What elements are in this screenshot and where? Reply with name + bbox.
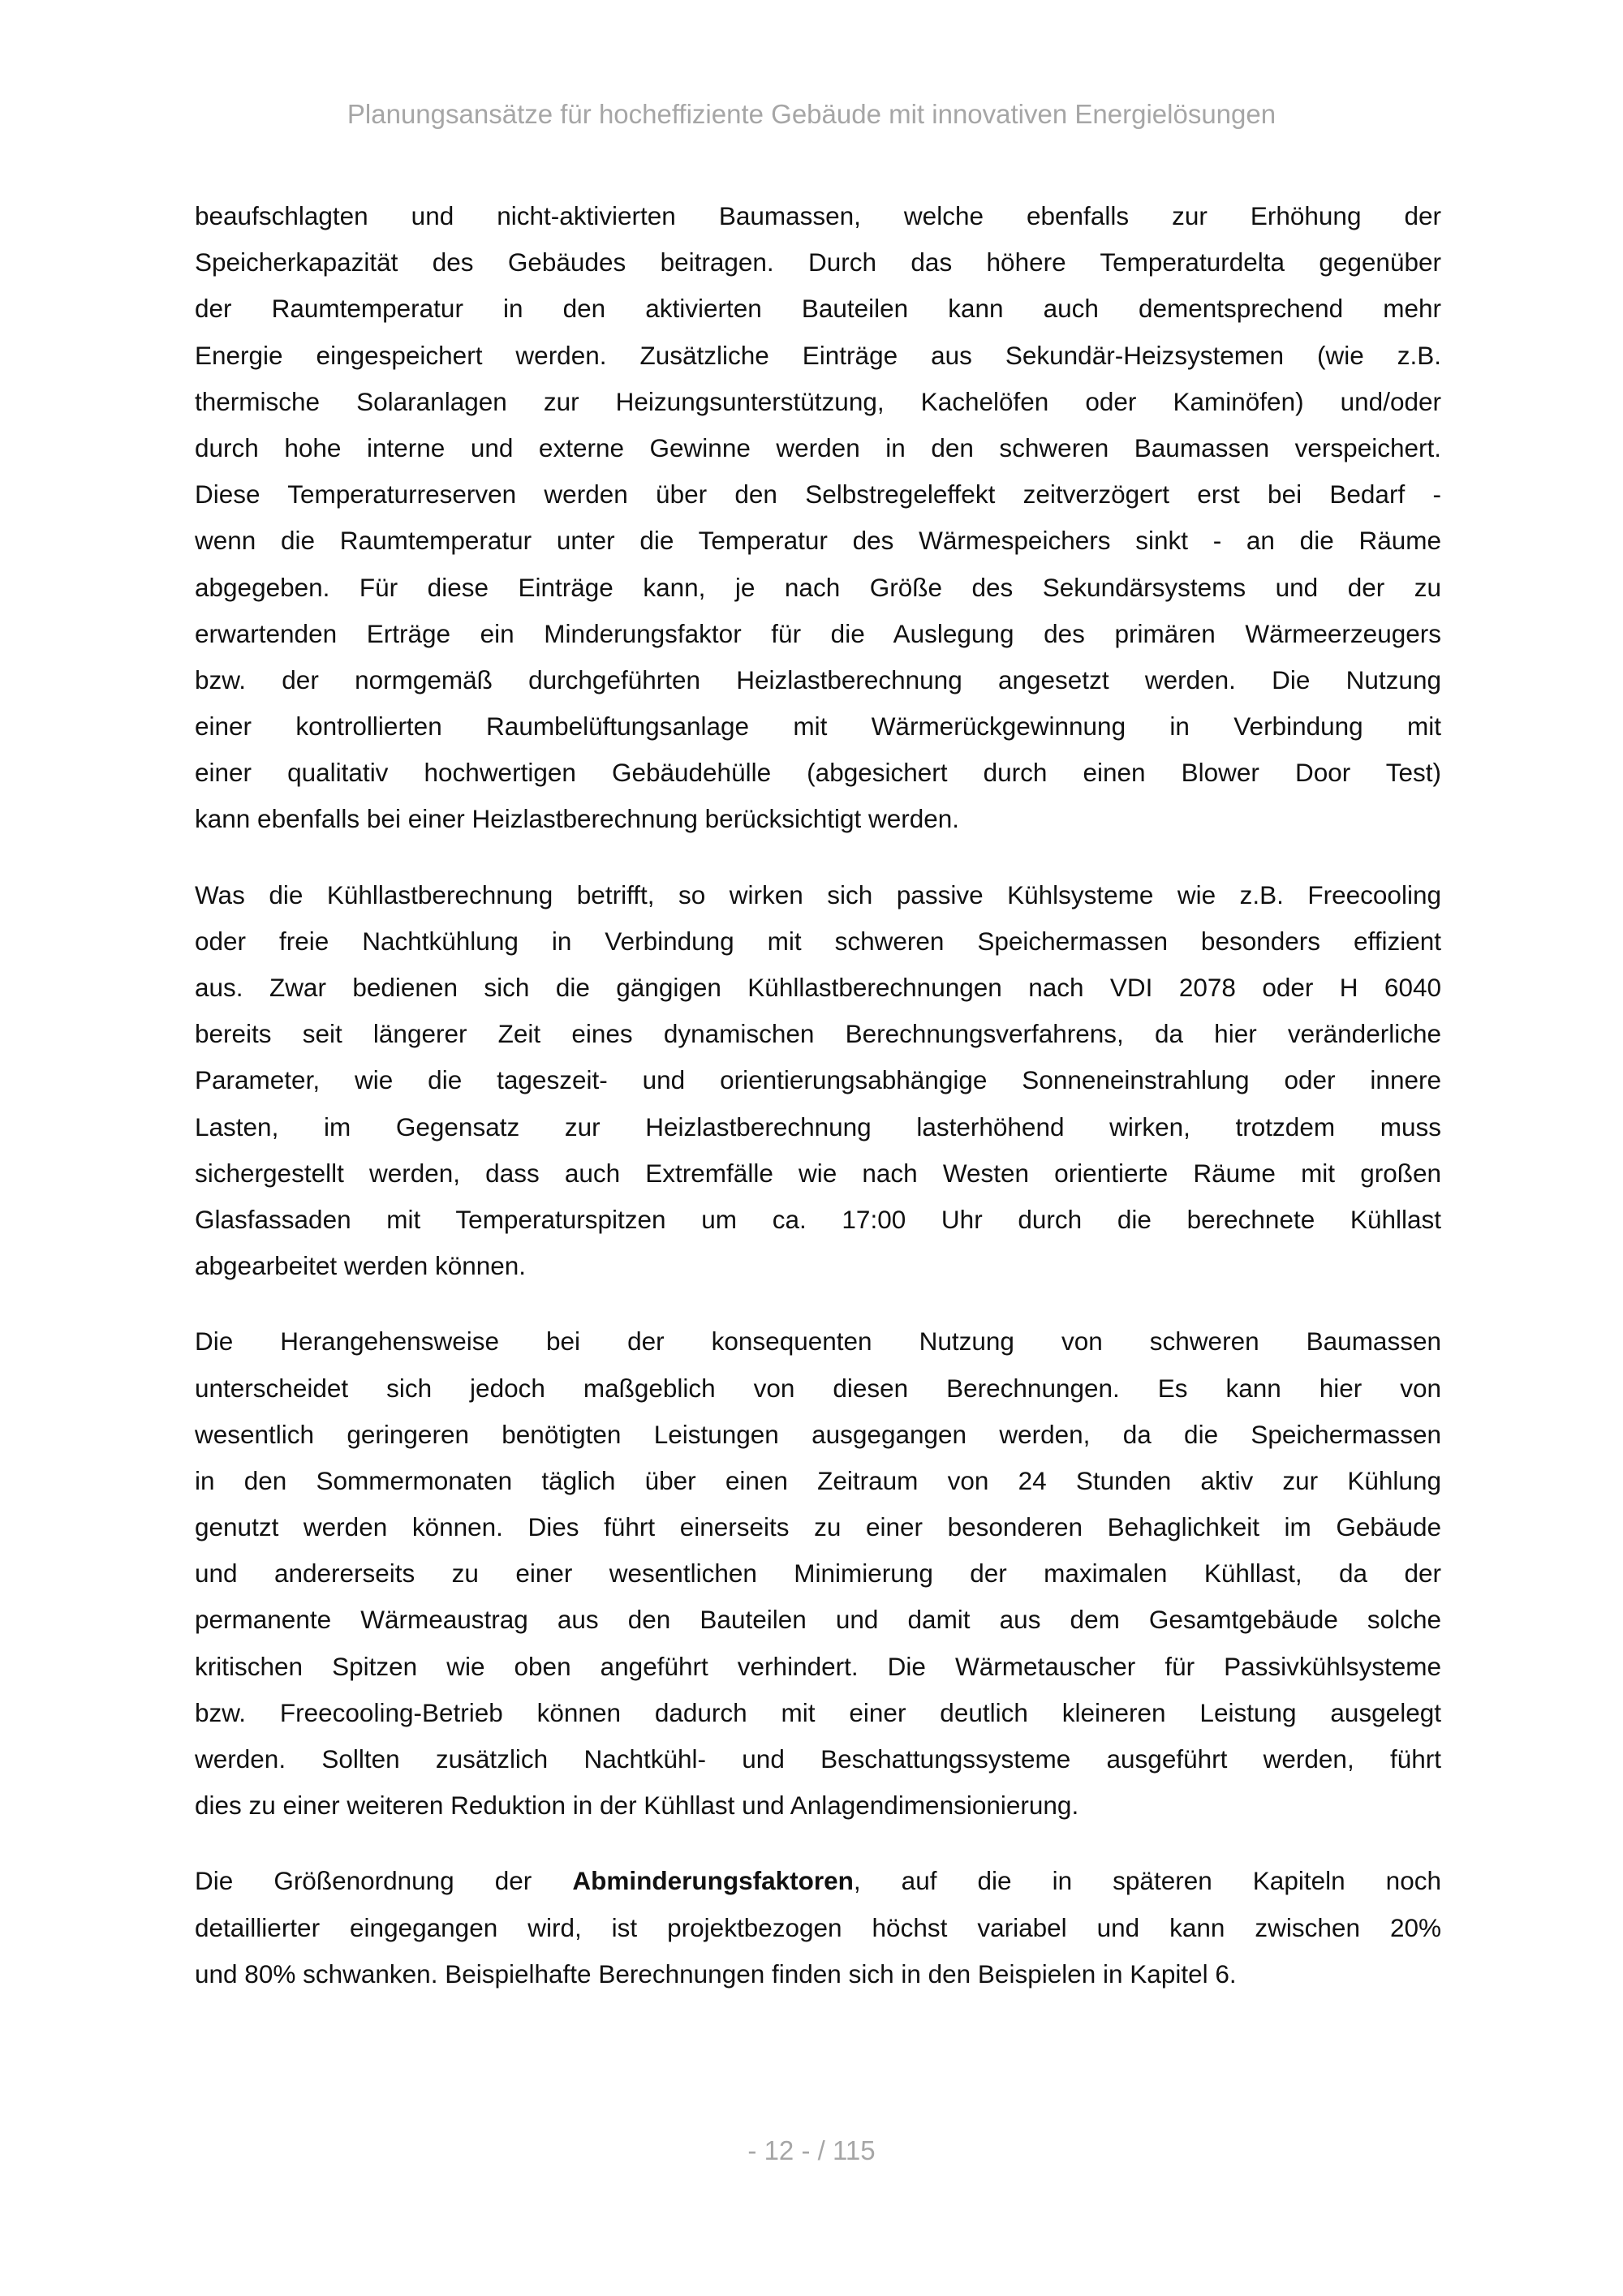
page-number: - 12 - / 115 xyxy=(747,2135,876,2165)
text-line: oder freie Nachtkühlung in Verbindung mit schweren Speichermassen besonders effizient xyxy=(195,926,1441,956)
text-line: detaillierter eingegangen wird, ist projektbezogen höchst variabel und kann zwischen 20% xyxy=(195,1912,1441,1942)
text-line: dies zu einer weiteren Reduktion in der Kühllast und Anlagendimensionierung. xyxy=(195,1791,1079,1821)
body-text xyxy=(195,193,1441,2027)
text-line: Was die Kühllastberechnung betrifft, so wirken sich passive Kühlsysteme wie z.B. Freecooling xyxy=(195,879,1441,909)
paragraph xyxy=(195,872,1441,1290)
text-line: kann ebenfalls bei einer Heizlastberechnung berücksichtigt werden. xyxy=(195,804,960,834)
text-line: wesentlich geringeren benötigten Leistungen ausgegangen werden, da die Speichermassen xyxy=(195,1419,1441,1449)
text-line: abgearbeitet werden können. xyxy=(195,1251,527,1281)
text-line: Lasten, im Gegensatz zur Heizlastberechnung lasterhöhend wirken, trotzdem muss xyxy=(195,1111,1441,1142)
text-line: Speicherkapazität des Gebäudes beitragen. Durch das höhere Temperaturdelta gegenüber xyxy=(195,247,1441,277)
text-line: bereits seit längerer Zeit eines dynamischen Berechnungsverfahrens, da hier veränderliche xyxy=(195,1019,1441,1049)
paragraph xyxy=(195,1858,1441,1997)
text-line: einer kontrollierten Raumbelüftungsanlage mit Wärmerückgewinnung in Verbindung mit xyxy=(195,712,1441,742)
running-header: Planungsansätze für hocheffiziente Gebäude mit innovativen Energielösungen xyxy=(347,99,1276,129)
paragraph xyxy=(195,1318,1441,1829)
text-line: werden. Sollten zusätzlich Nachtkühl- und Beschattungssysteme ausgeführt werden, führt xyxy=(195,1744,1441,1774)
text-segment: , auf die in späteren Kapiteln noch xyxy=(853,1866,1441,1896)
text-line: Diese Temperaturreserven werden über den Selbstregeleffekt zeitverzögert erst bei Bedarf - xyxy=(195,479,1441,510)
text-line: Parameter, wie die tageszeit- und orientierungsabhängige Sonneneinstrahlung oder innere xyxy=(195,1065,1441,1095)
paragraph xyxy=(195,193,1441,843)
text-line: Glasfassaden mit Temperaturspitzen um ca. 17:00 Uhr durch die berechnete Kühllast xyxy=(195,1204,1441,1234)
text-line: der Raumtemperatur in den aktivierten Bauteilen kann auch dementsprechend mehr xyxy=(195,294,1441,324)
text-line: wenn die Raumtemperatur unter die Temperatur des Wärmespeichers sinkt - an die Räume xyxy=(195,526,1441,556)
text-line: durch hohe interne und externe Gewinne werden in den schweren Baumassen verspeichert. xyxy=(195,432,1441,462)
text-line: Energie eingespeichert werden. Zusätzliche Einträge aus Sekundär-Heizsystemen (wie z.B. xyxy=(195,340,1441,370)
text-line: und 80% schwanken. Beispielhafte Berechnungen finden sich in den Beispielen in Kapitel 6. xyxy=(195,1958,1237,1989)
text-line: abgegeben. Für diese Einträge kann, je nach Größe des Sekundärsystems und der zu xyxy=(195,572,1441,602)
text-line: Die Herangehensweise bei der konsequenten Nutzung von schweren Baumassen xyxy=(195,1326,1441,1357)
text-line: aus. Zwar bedienen sich die gängigen Kühllastberechnungen nach VDI 2078 oder H 6040 xyxy=(195,973,1441,1002)
text-line: erwartenden Erträge ein Minderungsfaktor für die Auslegung des primären Wärmeerzeugers xyxy=(195,618,1441,648)
text-line: thermische Solaranlagen zur Heizungsunterstützung, Kachelöfen oder Kaminöfen) und/oder xyxy=(195,386,1441,416)
text-line: unterscheidet sich jedoch maßgeblich von diesen Berechnungen. Es kann hier von xyxy=(195,1373,1441,1403)
bold-term: Abminderungsfaktoren xyxy=(572,1866,854,1896)
text-line xyxy=(195,1858,1441,1904)
text-line: und andererseits zu einer wesentlichen Minimierung der maximalen Kühllast, da der xyxy=(195,1559,1441,1589)
text-line: genutzt werden können. Dies führt einerseits zu einer besonderen Behaglichkeit im Gebäude xyxy=(195,1512,1441,1542)
text-line: permanente Wärmeaustrag aus den Bauteilen und damit aus dem Gesamtgebäude solche xyxy=(195,1605,1441,1635)
text-segment: Die Größenordnung der xyxy=(195,1866,573,1896)
text-line: in den Sommermonaten täglich über einen Zeitraum von 24 Stunden aktiv zur Kühlung xyxy=(195,1465,1441,1495)
text-line: bzw. der normgemäß durchgeführten Heizlastberechnung angesetzt werden. Die Nutzung xyxy=(195,664,1441,694)
text-line: einer qualitativ hochwertigen Gebäudehülle (abgesichert durch einen Blower Door Test) xyxy=(195,758,1441,788)
text-line: beaufschlagten und nicht-aktivierten Baumassen, welche ebenfalls zur Erhöhung der xyxy=(195,201,1441,230)
text-line: bzw. Freecooling-Betrieb können dadurch mit einer deutlich kleineren Leistung ausgelegt xyxy=(195,1697,1441,1727)
text-line: sichergestellt werden, dass auch Extremfälle wie nach Westen orientierte Räume mit großen xyxy=(195,1158,1441,1188)
text-line: kritischen Spitzen wie oben angeführt verhindert. Die Wärmetauscher für Passivkühlsysteme xyxy=(195,1651,1441,1681)
